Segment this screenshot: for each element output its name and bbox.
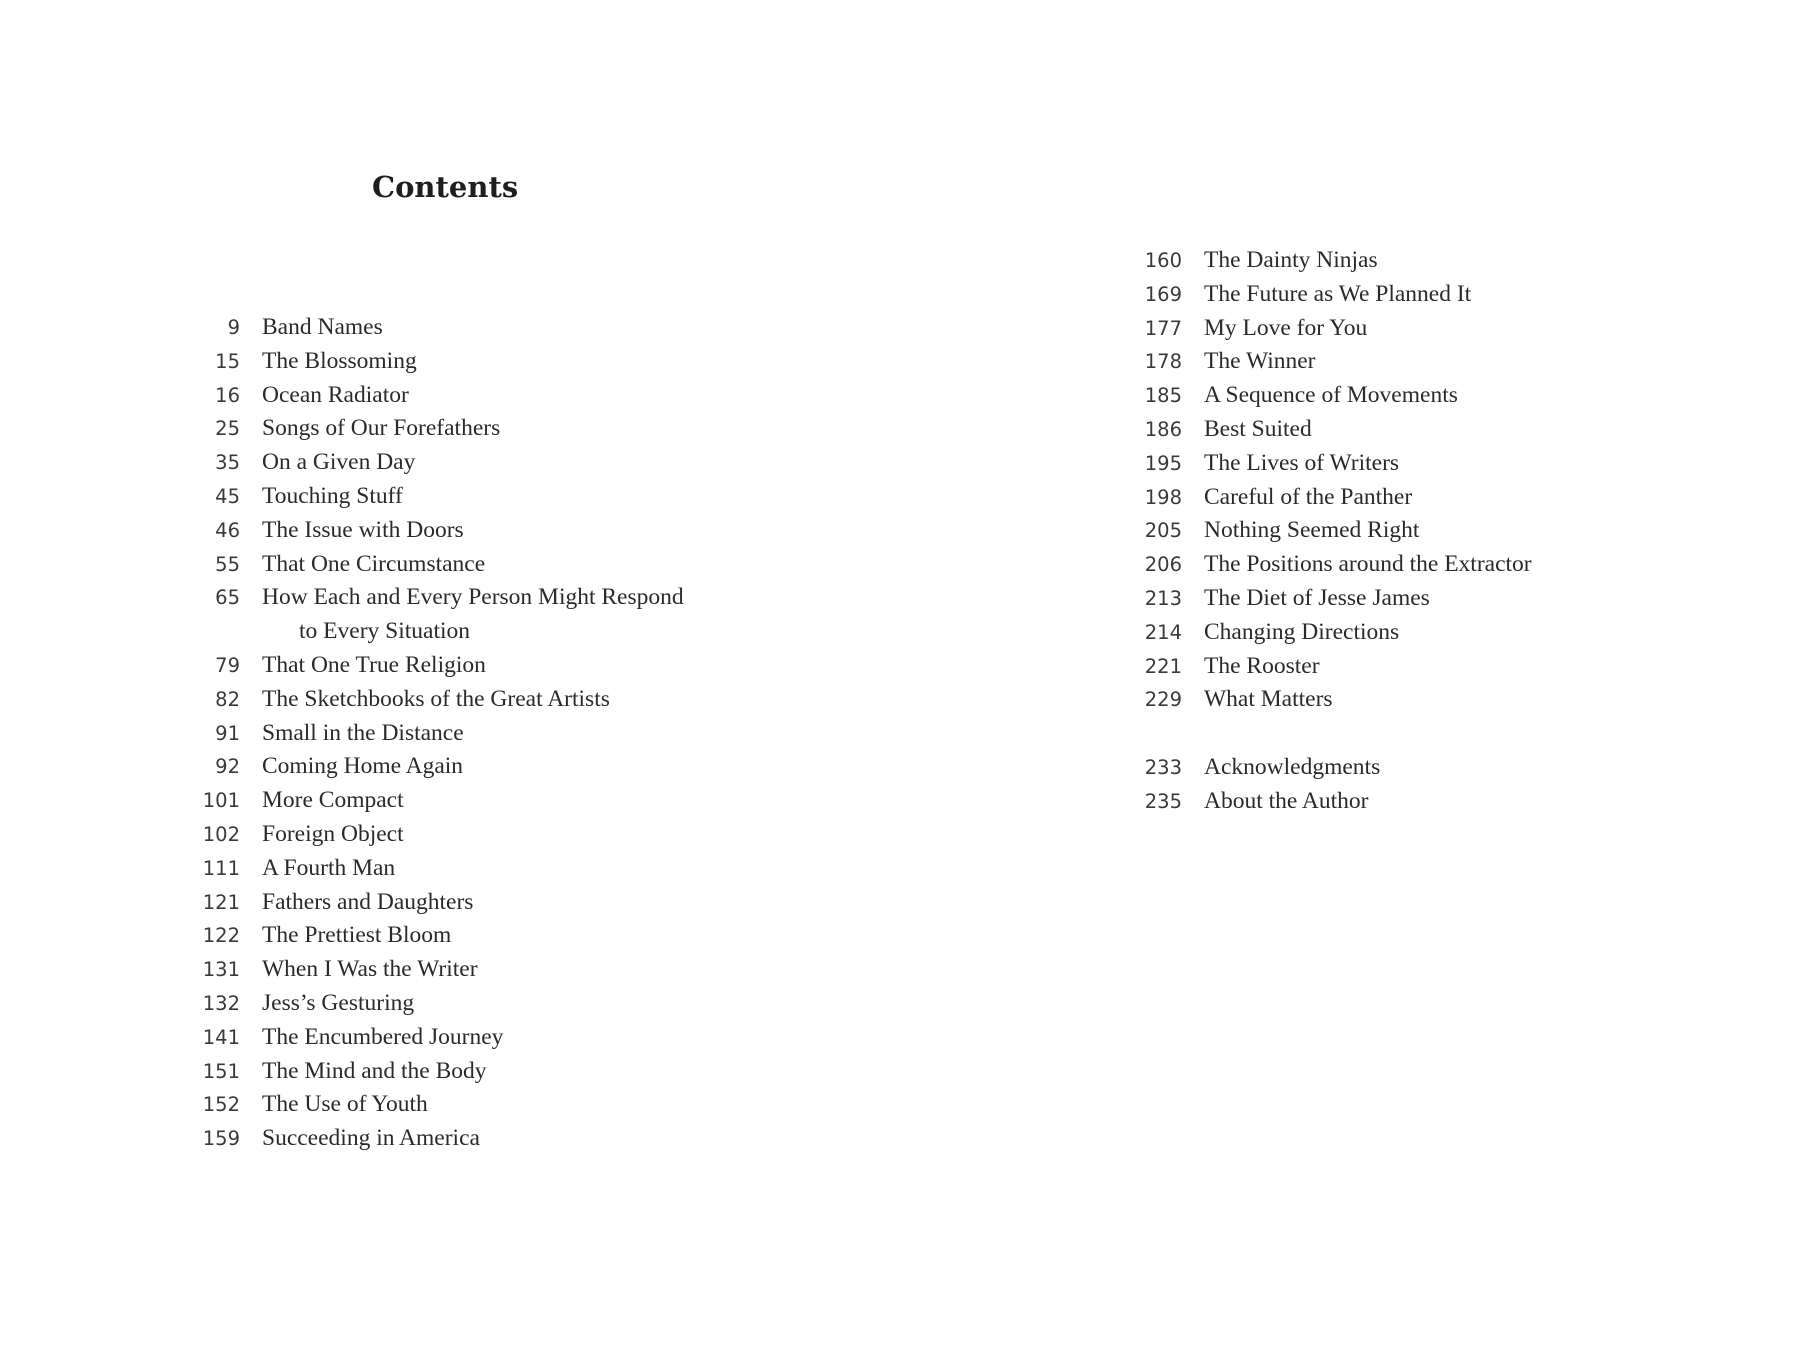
toc-entry-title-wrap	[262, 446, 415, 480]
toc-page-number: 91	[215, 721, 240, 745]
toc-page-number: 15	[215, 349, 240, 373]
toc-entry-title-wrap	[1204, 683, 1333, 717]
toc-entry-title: Jess’s Gesturing	[262, 989, 415, 1016]
toc-entry-title: Foreign Object	[262, 820, 404, 847]
toc-entry-title-wrap	[1204, 413, 1312, 447]
toc-entry	[1130, 751, 1532, 785]
toc-page-number: 132	[202, 991, 240, 1015]
toc-entry	[190, 548, 684, 582]
toc-entry-title-wrap	[262, 886, 473, 920]
toc-entry-title: The Blossoming	[262, 347, 417, 374]
toc-entry	[1130, 785, 1532, 819]
toc-entry-title-wrap	[262, 412, 500, 446]
toc-entry-title: The Issue with Doors	[262, 516, 464, 543]
toc-page-number: 25	[215, 417, 240, 441]
toc-page-number: 122	[202, 924, 240, 948]
toc-page-number: 55	[215, 552, 240, 576]
toc-entry	[1130, 244, 1532, 278]
toc-entry-title: That One Circumstance	[262, 550, 486, 577]
toc-entry-title: The Winner	[1204, 348, 1316, 375]
toc-entry-title-wrap	[1204, 447, 1399, 481]
toc-entry-title: The Use of Youth	[262, 1091, 428, 1118]
toc-page-number: 229	[1144, 688, 1182, 712]
toc-entry-title: The Prettiest Bloom	[262, 922, 452, 949]
toc-entry-title: Succeeding in America	[262, 1125, 480, 1152]
toc-entry-title: A Sequence of Movements	[1204, 382, 1458, 409]
toc-page-number: 205	[1144, 519, 1182, 543]
toc-entry-title: That One True Religion	[262, 651, 486, 678]
toc-entry-title-wrap	[262, 1021, 503, 1055]
toc-entry-title: The Lives of Writers	[1204, 449, 1400, 476]
toc-left-column	[190, 311, 684, 1156]
toc-page-number: 35	[215, 451, 240, 475]
toc-entry	[190, 1088, 684, 1122]
toc-entry	[190, 649, 684, 683]
toc-page-number: 213	[1144, 586, 1182, 610]
toc-entry-title-wrap	[262, 1055, 487, 1089]
toc-entry-title: My Love for You	[1204, 314, 1368, 341]
toc-entry	[1130, 345, 1532, 379]
toc-page-number: 198	[1144, 485, 1182, 509]
toc-entry-title: Touching Stuff	[262, 482, 403, 509]
toc-entry-title-wrap	[262, 514, 464, 548]
toc-entry	[190, 412, 684, 446]
toc-entry	[190, 852, 684, 886]
toc-entry-title: How Each and Every Person Might Respond	[262, 584, 684, 611]
toc-entry-title: A Fourth Man	[262, 854, 396, 881]
toc-entry-title: Changing Directions	[1204, 618, 1400, 645]
toc-page-number: 92	[215, 755, 240, 779]
toc-entry-title: Songs of Our Forefathers	[262, 415, 501, 442]
toc-page-number: 151	[202, 1059, 240, 1083]
toc-entry	[1130, 582, 1532, 616]
toc-entry-title: The Mind and the Body	[262, 1057, 487, 1084]
toc-entry-title: Band Names	[262, 314, 383, 340]
toc-entry-title: When I Was the Writer	[262, 956, 478, 983]
toc-entry-title: Acknowledgments	[1204, 753, 1381, 780]
toc-entry	[1130, 312, 1532, 346]
toc-page-number: 131	[202, 958, 240, 982]
toc-page-number: 206	[1144, 553, 1182, 577]
toc-entry-title-wrap	[262, 1122, 480, 1156]
toc-page-number: 121	[202, 890, 240, 914]
toc-entry	[1130, 447, 1532, 481]
toc-entry	[190, 1055, 684, 1089]
toc-entry-title-wrap	[262, 784, 404, 818]
toc-entry-title-wrap	[1204, 548, 1532, 582]
toc-entry	[190, 717, 684, 751]
toc-entry	[1130, 413, 1532, 447]
toc-page-number: 185	[1144, 384, 1182, 408]
toc-entry-title-wrap	[1204, 278, 1471, 312]
toc-entry-title-wrap	[1204, 751, 1380, 785]
toc-entry	[190, 953, 684, 987]
toc-entry	[190, 1122, 684, 1156]
toc-page-number: 141	[202, 1025, 240, 1049]
toc-page-number: 45	[215, 484, 240, 508]
toc-entry	[190, 919, 684, 953]
toc-entry-title: More Compact	[262, 787, 404, 814]
toc-page-number: 214	[1144, 620, 1182, 644]
toc-entry-title: Nothing Seemed Right	[1204, 517, 1420, 544]
toc-entry	[190, 784, 684, 818]
toc-entry-title: Small in the Distance	[262, 719, 464, 746]
toc-entry	[1130, 616, 1532, 650]
toc-entry-title-wrap	[262, 987, 414, 1021]
toc-page-number: 159	[202, 1127, 240, 1151]
toc-entry-title-wrap	[1204, 785, 1369, 819]
toc-page-number: 79	[215, 653, 240, 677]
toc-entry-title: The Positions around the Extractor	[1204, 551, 1532, 578]
toc-entry	[190, 750, 684, 784]
toc-page-number: 221	[1144, 654, 1182, 678]
toc-entry	[190, 818, 684, 852]
toc-entry-title-wrap	[262, 717, 464, 751]
toc-page-number: 152	[202, 1093, 240, 1117]
toc-page-number: 65	[215, 586, 240, 610]
toc-page-number: 233	[1144, 755, 1182, 779]
toc-entry-title-wrap	[262, 953, 478, 987]
toc-page-number: 195	[1144, 451, 1182, 475]
toc-entry	[1130, 548, 1532, 582]
toc-entry-title-wrap	[1204, 244, 1378, 278]
toc-entry-title: Careful of the Panther	[1204, 483, 1413, 510]
toc-entry-title-wrap	[1204, 379, 1458, 413]
toc-entry	[190, 514, 684, 548]
toc-entry-title-wrap	[262, 919, 451, 953]
toc-page-number: 177	[1144, 316, 1182, 340]
toc-entry-title-wrap	[262, 1088, 428, 1122]
toc-entry-title: Ocean Radiator	[262, 381, 409, 408]
toc-entry	[190, 683, 684, 717]
toc-page-number: 102	[202, 822, 240, 846]
toc-entry-title-wrap	[1204, 345, 1316, 379]
toc-entry-title-continuation: to Every Situation	[299, 618, 471, 645]
toc-page-number: 16	[215, 383, 240, 407]
toc-entry	[190, 987, 684, 1021]
toc-entry-title-wrap	[262, 750, 463, 784]
toc-entry-title-wrap	[262, 581, 684, 649]
toc-entry-title-wrap	[262, 480, 403, 514]
toc-entry	[190, 311, 684, 345]
toc-entry-title-wrap	[262, 548, 485, 582]
toc-page-number: 235	[1144, 789, 1182, 813]
toc-entry	[190, 379, 684, 413]
toc-entry	[190, 581, 684, 649]
toc-page-number: 9	[227, 316, 240, 339]
toc-entry	[1130, 514, 1532, 548]
toc-entry-title-wrap	[262, 379, 409, 413]
toc-section-gap	[1130, 717, 1532, 751]
toc-page-number: 101	[202, 789, 240, 813]
toc-entry-title-wrap	[1204, 650, 1320, 684]
toc-entry-title-wrap	[262, 345, 417, 379]
toc-entry-title: The Dainty Ninjas	[1204, 247, 1378, 273]
toc-entry-title-wrap	[262, 818, 404, 852]
toc-entry	[190, 480, 684, 514]
toc-page-number: 82	[215, 687, 240, 711]
toc-entry-title: The Sketchbooks of the Great Artists	[262, 685, 610, 712]
toc-entry-title-wrap	[1204, 312, 1367, 346]
toc-entry-title: The Encumbered Journey	[262, 1023, 504, 1050]
page-title: Contents	[372, 170, 519, 204]
toc-entry	[190, 886, 684, 920]
toc-page-number: 169	[1144, 282, 1182, 306]
toc-page-number: 178	[1144, 350, 1182, 374]
toc-entry-title: What Matters	[1204, 686, 1333, 713]
toc-entry	[1130, 650, 1532, 684]
toc-entry	[190, 1021, 684, 1055]
toc-entry-title-wrap	[1204, 616, 1399, 650]
toc-entry-title-wrap	[1204, 481, 1412, 515]
toc-entry	[1130, 278, 1532, 312]
toc-entry	[1130, 683, 1532, 717]
toc-entry-title: The Diet of Jesse James	[1204, 584, 1430, 611]
toc-page-number: 111	[202, 856, 240, 880]
toc-right-column	[1130, 244, 1532, 819]
toc-entry-title: The Future as We Planned It	[1204, 280, 1472, 307]
toc-entry-title-wrap	[262, 649, 486, 683]
toc-entry-title-wrap	[262, 683, 610, 717]
toc-entry-title: Fathers and Daughters	[262, 888, 474, 915]
toc-entry-title: On a Given Day	[262, 449, 416, 476]
toc-entry-title: About the Author	[1204, 787, 1369, 814]
toc-entry-title-wrap	[1204, 582, 1430, 616]
toc-page-number: 160	[1144, 249, 1182, 272]
toc-entry	[190, 345, 684, 379]
toc-entry-title: Coming Home Again	[262, 753, 464, 780]
toc-entry-title: Best Suited	[1204, 415, 1312, 442]
toc-entry-title: The Rooster	[1204, 652, 1320, 679]
toc-entry	[1130, 379, 1532, 413]
toc-page-number: 186	[1144, 417, 1182, 441]
toc-entry	[190, 446, 684, 480]
toc-entry-title-wrap	[262, 311, 383, 345]
toc-entry-title-wrap	[1204, 514, 1419, 548]
toc-entry	[1130, 481, 1532, 515]
toc-entry-title-wrap	[262, 852, 395, 886]
toc-page-number: 46	[215, 518, 240, 542]
